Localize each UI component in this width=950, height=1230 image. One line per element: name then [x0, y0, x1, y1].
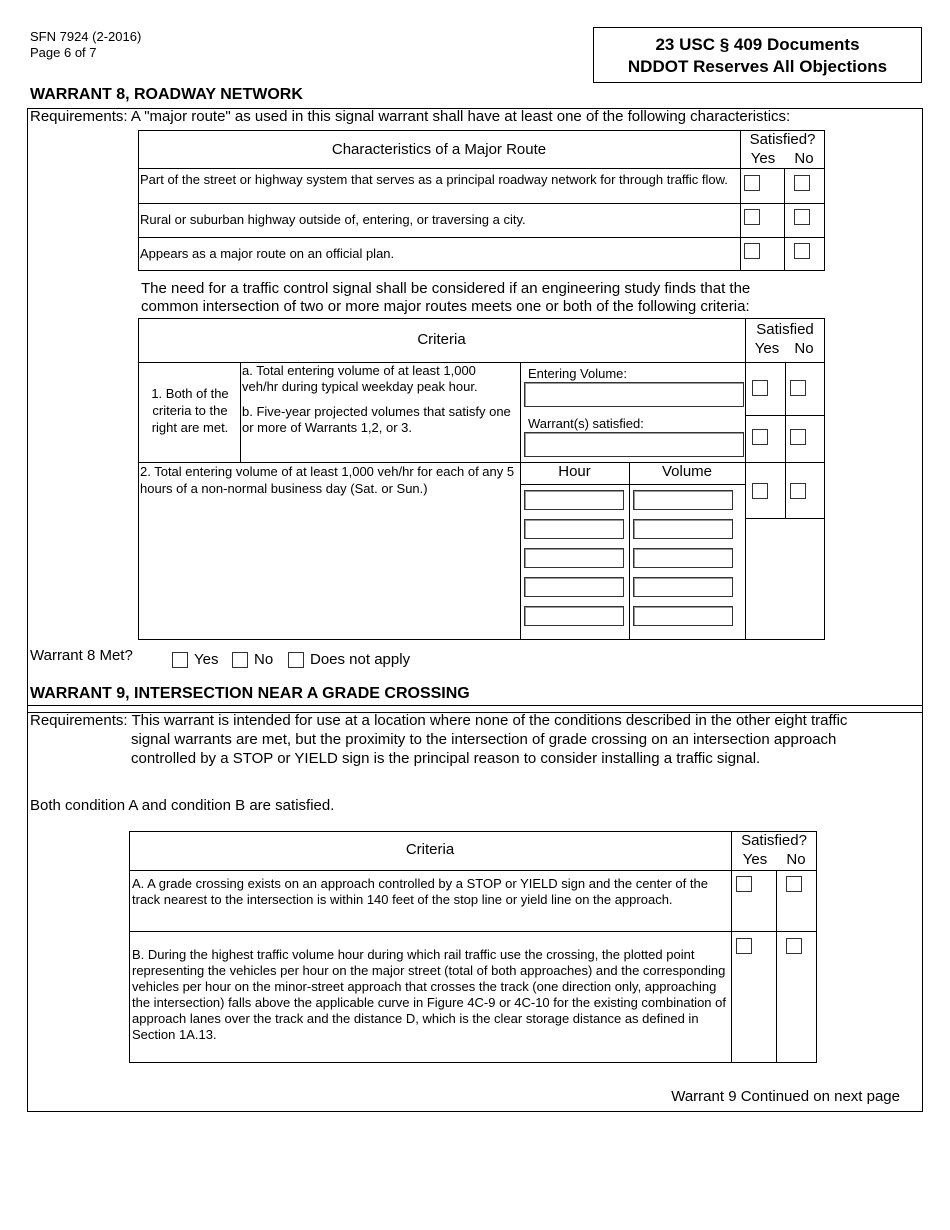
warrant8-met-no-label: No	[254, 651, 274, 668]
criterion-1a-yes-checkbox[interactable]	[752, 380, 768, 396]
yes-header: Yes	[750, 150, 776, 167]
warrants-satisfied-label: Warrant(s) satisfied:	[528, 416, 644, 431]
condition-b-no-checkbox[interactable]	[786, 938, 802, 954]
legal-stamp-box	[593, 27, 922, 83]
criterion-2-no-checkbox[interactable]	[790, 483, 806, 499]
criterion-1a-no-checkbox[interactable]	[790, 380, 806, 396]
warrant9-req-line-1: Requirements: This warrant is intended for use at a location where none of the conditions described in the other eight traffic	[30, 712, 848, 729]
no-header-2: No	[794, 340, 814, 357]
warrant8-met-yes-checkbox[interactable]	[172, 652, 188, 668]
row2-yes-checkbox[interactable]	[744, 209, 760, 225]
condition-a-yes-checkbox[interactable]	[736, 876, 752, 892]
warrant9-req-line-2: signal warrants are met, but the proximity to the intersection of grade crossing on an intersection approach	[131, 731, 837, 748]
satisfied-header: Satisfied?	[749, 131, 816, 148]
volume-input-1[interactable]	[633, 490, 733, 510]
warrant8-not-apply-checkbox[interactable]	[288, 652, 304, 668]
condition-a-no-checkbox[interactable]	[786, 876, 802, 892]
hour-column-header: Hour	[558, 463, 591, 480]
condition-b-yes-checkbox[interactable]	[736, 938, 752, 954]
major-route-row-2: Rural or suburban highway outside of, entering, or traversing a city.	[140, 212, 526, 227]
major-route-row-3: Appears as a major route on an official plan.	[140, 246, 395, 261]
criterion-1b-yes-checkbox[interactable]	[752, 429, 768, 445]
hour-input-3[interactable]	[524, 548, 624, 568]
hour-input-2[interactable]	[524, 519, 624, 539]
satisfied-header-2: Satisfied	[756, 321, 814, 338]
volume-input-3[interactable]	[633, 548, 733, 568]
satisfied-header-3: Satisfied?	[741, 832, 807, 849]
grade-crossing-criteria-header: Criteria	[405, 841, 455, 858]
criterion-1-label: 1. Both of the criteria to the right are met.	[151, 386, 229, 435]
warrant8-met-yes-label: Yes	[194, 651, 219, 668]
volume-input-4[interactable]	[633, 577, 733, 597]
warrant9-req-line-3: controlled by a STOP or YIELD sign is the principal reason to consider installing a traffic signal.	[131, 750, 761, 767]
warrant9-title: WARRANT 9, INTERSECTION NEAR A GRADE CROSSING	[30, 685, 470, 702]
warrant8-met-no-checkbox[interactable]	[232, 652, 248, 668]
warrants-satisfied-input[interactable]	[524, 432, 744, 457]
volume-column-header: Volume	[661, 463, 713, 480]
no-header: No	[794, 150, 814, 167]
major-route-header: Characteristics of a Major Route	[331, 141, 547, 158]
yes-header-3: Yes	[742, 851, 768, 868]
yes-header-2: Yes	[754, 340, 780, 357]
row1-yes-checkbox[interactable]	[744, 175, 760, 191]
both-conditions-text: Both condition A and condition B are satisfied.	[30, 797, 335, 814]
condition-b: B. During the highest traffic volume hour during which rail traffic use the crossing, the plotted point representing the vehicles per hour on the major street (total of both approaches) and the corresponding vehicles per hour on the minor-street approach that crosses the track (one direction only, approaching the intersection) falls above the applicable curve in Figure 4C-9 or 4C-10 for the existing combination of approach lanes over the track and the distance D, which is the clear storage distance as defined in Section 1A.13.	[132, 947, 726, 1042]
major-route-row-1: Part of the street or highway system that serves as a principal roadway network for through traffic flow.	[140, 172, 728, 187]
no-header-3: No	[786, 851, 806, 868]
row2-no-checkbox[interactable]	[794, 209, 810, 225]
criterion-1b: b. Five-year projected volumes that satisfy one or more of Warrants 1,2, or 3.	[242, 404, 511, 435]
criterion-2: 2. Total entering volume of at least 1,000 veh/hr for each of any 5 hours of a non-normal business day (Sat. or Sun.)	[140, 464, 515, 496]
condition-a: A. A grade crossing exists on an approach controlled by a STOP or YIELD sign and the center of the track nearest to the intersection is within 140 feet of the stop line or yield line on the approach.	[132, 876, 708, 907]
continued-note: Warrant 9 Continued on next page	[671, 1088, 900, 1105]
criteria-header: Criteria	[417, 331, 466, 348]
hour-input-1[interactable]	[524, 490, 624, 510]
page-number: Page 6 of 7	[30, 45, 97, 60]
row1-no-checkbox[interactable]	[794, 175, 810, 191]
warrant8-not-apply-label: Does not apply	[310, 651, 411, 668]
stamp-line-2: NDDOT Reserves All Objections	[627, 57, 888, 76]
warrant8-requirements: Requirements: A "major route" as used in this signal warrant shall have at least one of the following characteristics:	[30, 108, 791, 125]
entering-volume-input[interactable]	[524, 382, 744, 407]
warrant8-met-label: Warrant 8 Met?	[30, 647, 133, 664]
volume-input-2[interactable]	[633, 519, 733, 539]
entering-volume-label: Entering Volume:	[528, 366, 628, 381]
warrant8-intro: The need for a traffic control signal shall be considered if an engineering study finds that the common intersection of two or more major routes meets one or both of the following criteria:	[141, 280, 751, 315]
criterion-1a: a. Total entering volume of at least 1,000 veh/hr during typical weekday peak hour.	[242, 363, 478, 394]
hour-input-5[interactable]	[524, 606, 624, 626]
form-id: SFN 7924 (2-2016)	[30, 29, 142, 44]
hour-input-4[interactable]	[524, 577, 624, 597]
row3-yes-checkbox[interactable]	[744, 243, 760, 259]
warrant8-title: WARRANT 8, ROADWAY NETWORK	[30, 86, 303, 103]
row3-no-checkbox[interactable]	[794, 243, 810, 259]
criterion-2-yes-checkbox[interactable]	[752, 483, 768, 499]
criterion-1b-no-checkbox[interactable]	[790, 429, 806, 445]
volume-input-5[interactable]	[633, 606, 733, 626]
stamp-line-1: 23 USC § 409 Documents	[655, 35, 860, 54]
